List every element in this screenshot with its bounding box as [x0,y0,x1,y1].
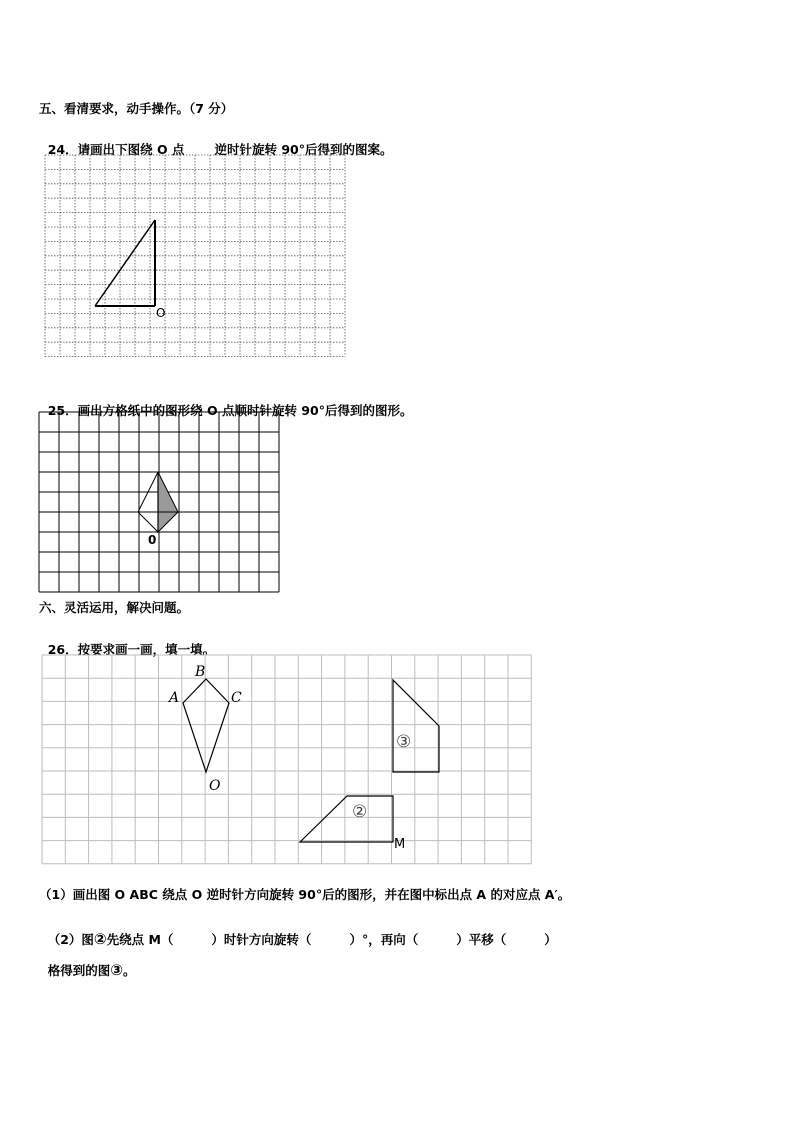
question-24-text-b: 逆时针旋转 90°后得到的图案。 [214,142,393,157]
part-2-e: ）平移（ [456,932,507,947]
label-b: B [195,664,206,680]
section-5-heading: 五、看清要求，动手操作。（7 分） [39,101,234,116]
question-26-number: 26． [47,642,78,657]
label-a: A [169,690,180,706]
figure-2-label: ② [352,802,368,822]
question-24-number: 24． [47,142,78,157]
label-m: M [394,837,406,852]
part-2-line-2-b: 。 [122,963,136,978]
question-26-part-2-line-2 [39,946,135,979]
part-2-b: 先绕点 M（ [106,932,174,947]
question-24-triangle [95,220,155,306]
label-o: O [209,778,221,794]
question-26-text [39,625,215,658]
part-2-f: ） [544,932,557,947]
question-26-grid-figure [42,655,537,870]
part-2-d: ）°，再向（ [349,932,419,947]
question-24-text-a: 请画出下图绕 O 点 [77,142,185,157]
section-6-heading: 六、灵活运用，解决问题。 [39,600,190,615]
question-25-number: 25． [47,403,78,418]
part-2-a: （2）图 [47,932,94,947]
question-26-instruction: 按要求画一画，填一填。 [77,642,216,657]
figure-oabc [183,679,229,772]
part-2-figure-3: ③ [110,961,123,979]
figure-3 [393,680,439,772]
part-2-c: ）时针方向旋转（ [211,932,312,947]
question-25-instruction: 画出方格纸中的图形绕 O 点顺时针旋转 90°后得到的图形。 [77,403,413,418]
question-25-shape [138,472,178,532]
question-24-label-o: O [156,306,166,320]
part-2-figure-2: ② [93,930,107,948]
label-c: C [231,690,242,706]
question-25-grid-figure [38,410,283,595]
question-26-part-1: （1）画出图 O ABC 绕点 O 逆时针方向旋转 90°后的图形，并在图中标出点 A 的对应点 A′。 [39,887,571,902]
figure-2 [300,796,393,842]
figure-3-label: ③ [396,732,412,752]
question-26-part-2 [39,915,557,948]
part-2-line-2-a: 格得到的图 [47,963,111,978]
question-24-grid-figure [40,150,345,370]
question-25-label-o: 0 [148,533,157,547]
